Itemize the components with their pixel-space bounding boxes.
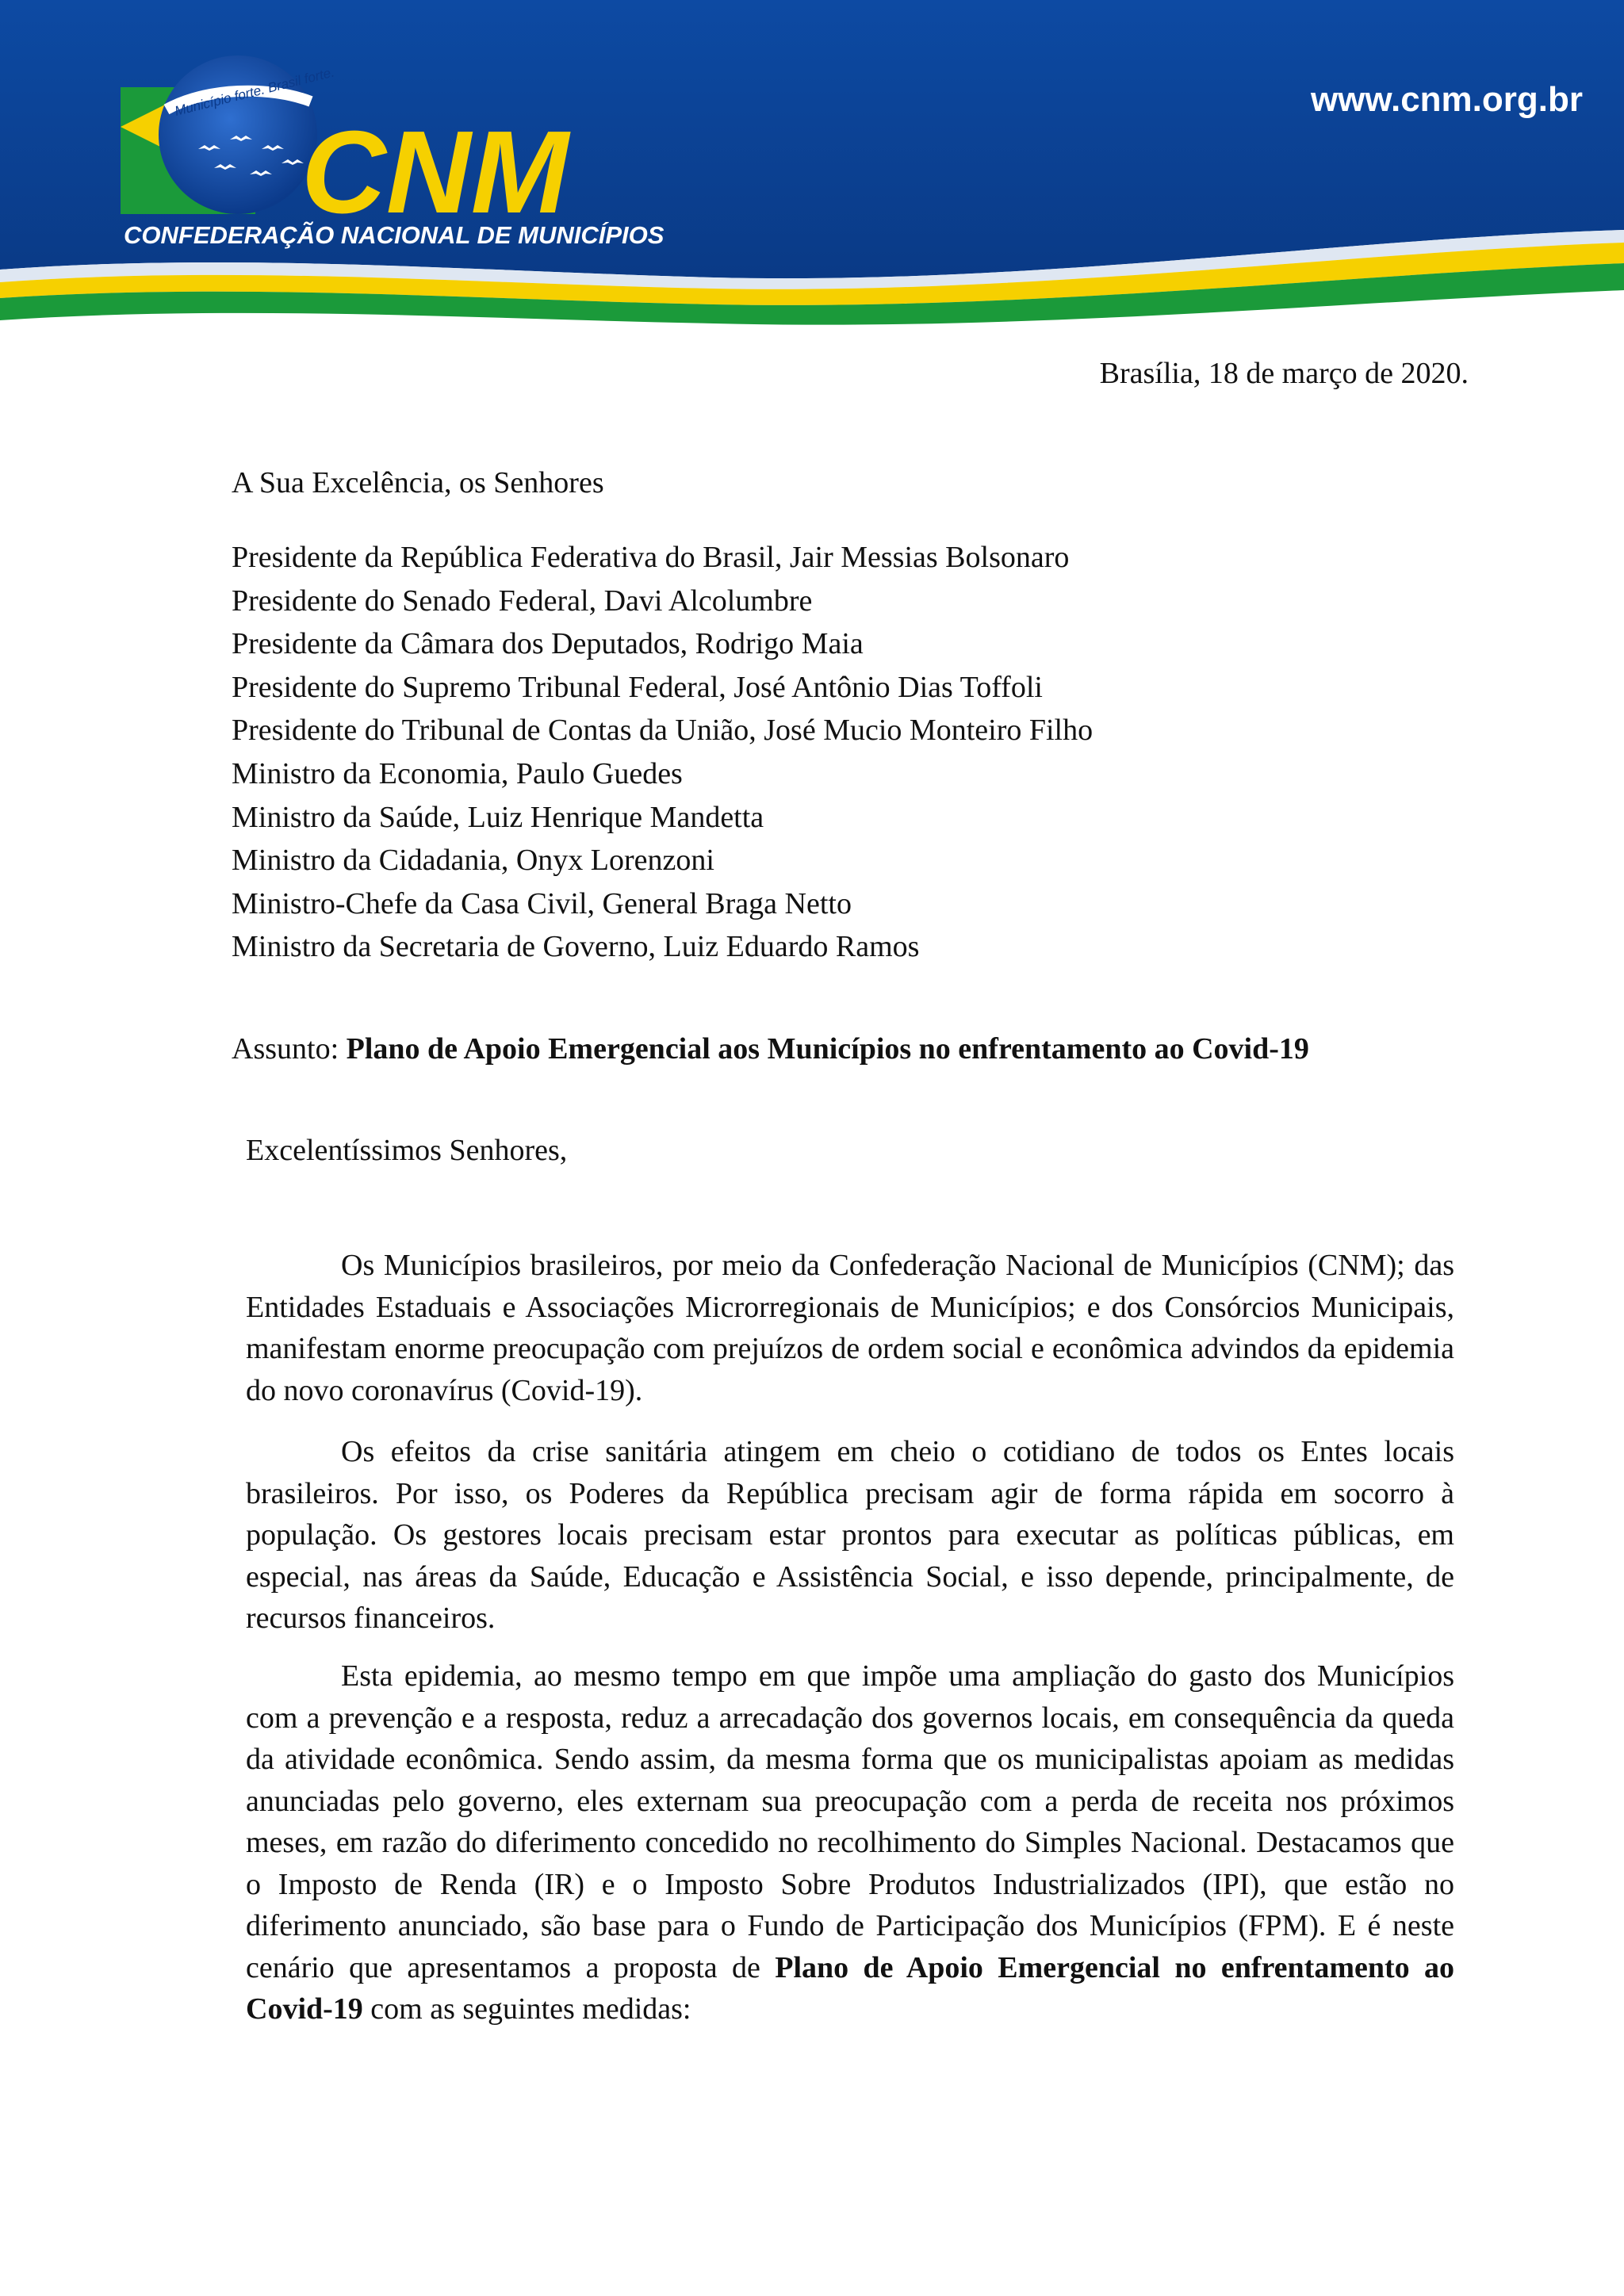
logo-full-name: CONFEDERAÇÃO NACIONAL DE MUNICÍPIOS	[124, 221, 665, 249]
paragraph-3-text: Esta epidemia, ao mesmo tempo em que impõe uma ampliação do gasto dos Municípios com a prevenção e a resposta, reduz a arrecadação dos governos locais, em consequência da queda da atividade econômica. Sendo assim, da mesma forma que os municipalistas apoiam as medidas anunciadas pelo governo, eles externam sua preocupação com a perda de receita nos próximos meses, em razão do diferimento concedido no recolhimento do Simples Nacional. Destacamos que o Imposto de Renda (IR) e o Imposto Sobre Produtos Industrializados (IPI), que estão no diferimento anunciado, são base para o Fundo de Participação dos Municípios (FPM). E é neste cenário que apresentamos a proposta de	[246, 1659, 1454, 1984]
salutation-intro: A Sua Excelência, os Senhores	[232, 466, 604, 499]
letterhead-graphic	[0, 0, 1624, 333]
letter-date: Brasília, 18 de março de 2020.	[1099, 357, 1469, 390]
recipient-item: Presidente do Supremo Tribunal Federal, José Antônio Dias Toffoli	[232, 670, 1043, 704]
recipient-item: Ministro da Cidadania, Onyx Lorenzoni	[232, 844, 714, 878]
plan-title-emphasis: Plano de Apoio Emergencial no enfrentamento ao Covid-19	[246, 1950, 1454, 2026]
logo-acronym: CNM	[301, 107, 569, 238]
recipient-item: Presidente da República Federativa do Brasil, Jair Messias Bolsonaro	[232, 541, 1070, 574]
recipient-item: Presidente do Tribunal de Contas da União, José Mucio Monteiro Filho	[232, 714, 1094, 748]
subject-label: Assunto:	[232, 1032, 339, 1066]
recipient-item: Ministro da Secretaria de Governo, Luiz Eduardo Ramos	[232, 930, 920, 964]
recipient-list	[232, 536, 1093, 969]
body-paragraph-1: Os Municípios brasileiros, por meio da Confederação Nacional de Municípios (CNM); das Entidades Estaduais e Associações Microrregionais de Municípios; e dos Consórcios Municipais, manifestam enorme preocupação com prejuízos de ordem social e econômica advindos da epidemia do novo coronavírus (Covid-19).	[246, 1249, 1454, 1407]
logo-slogan: Município forte. Brasil forte.	[173, 64, 336, 119]
body-paragraph-3	[246, 1655, 1454, 2030]
greeting: Excelentíssimos Senhores,	[246, 1134, 568, 1167]
subject-text: Plano de Apoio Emergencial aos Municípios no enfrentamento ao Covid-19	[346, 1032, 1309, 1066]
recipient-item: Ministro da Economia, Paulo Guedes	[232, 756, 683, 790]
recipient-item: Presidente da Câmara dos Deputados, Rodrigo Maia	[232, 627, 864, 661]
recipient-item: Ministro da Saúde, Luiz Henrique Mandetta	[232, 800, 764, 834]
website-url: www.cnm.org.br	[1310, 80, 1583, 119]
letterhead-banner	[0, 0, 1624, 333]
body-paragraph-2: Os efeitos da crise sanitária atingem em cheio o cotidiano de todos os Entes locais brasileiros. Por isso, os Poderes da República precisam agir de forma rápida em socorro à população. Os gestores locais precisam estar prontos para executar as políticas públicas, em especial, nas áreas da Saúde, Educação e Assistência Social, e isso depende, principalmente, de recursos financeiros.	[246, 1435, 1454, 1635]
paragraph-3-ending: com as seguintes medidas:	[362, 1992, 691, 2026]
recipient-item: Ministro-Chefe da Casa Civil, General Braga Netto	[232, 886, 852, 920]
recipient-item: Presidente do Senado Federal, Davi Alcolumbre	[232, 584, 813, 618]
subject-line	[232, 1027, 1309, 1070]
